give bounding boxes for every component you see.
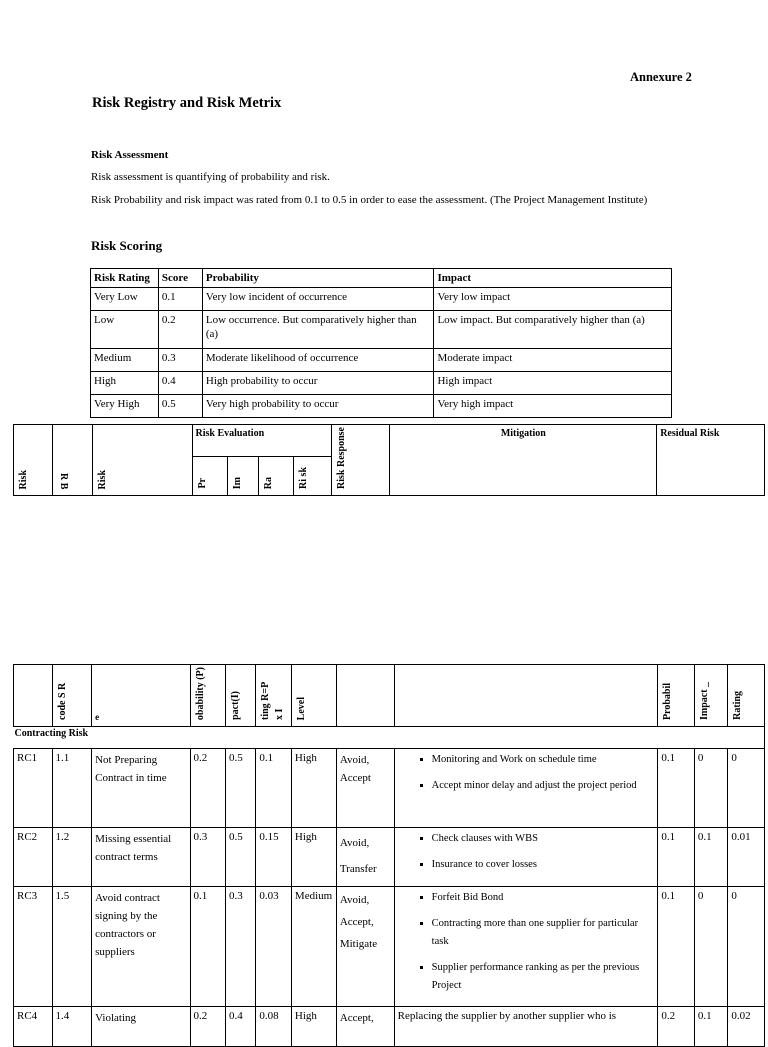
col-risk-level <box>294 457 332 496</box>
risk-mitigation <box>394 828 658 887</box>
col-ra-label: Ra <box>263 476 275 489</box>
col-response <box>336 665 394 727</box>
col-mitigation <box>394 665 658 727</box>
cell: Very low incident of occurrence <box>202 288 434 311</box>
col-impact <box>226 665 256 727</box>
col-risk-desc <box>92 425 192 496</box>
risk-description: Violating <box>92 1007 190 1047</box>
risk-level: High <box>291 749 336 828</box>
col-im-label: Im <box>232 476 244 489</box>
risk-rating: 0.03 <box>256 887 292 1007</box>
risk-level: High <box>291 1007 336 1047</box>
cell: High probability to occur <box>202 372 434 395</box>
risk-impact: 0.5 <box>226 749 256 828</box>
cell: Very High <box>91 395 159 418</box>
assessment-line-2: Risk Probability and risk impact was rated from 0.1 to 0.5 in order to ease the assessment. (The Project Management Institute) <box>91 194 648 206</box>
risk-id: RC4 <box>14 1007 53 1047</box>
col-pr <box>192 457 228 496</box>
col-im <box>228 457 259 496</box>
risk-id: RC3 <box>14 887 53 1007</box>
residual-impact: 0.1 <box>694 828 727 887</box>
col-ra <box>259 457 294 496</box>
mitigation-item: ▪ Check clauses with WBS <box>432 830 655 848</box>
cell: Very high probability to occur <box>202 395 434 418</box>
col-risk-desc <box>92 665 190 727</box>
cell: Moderate likelihood of occurrence <box>202 349 434 372</box>
mitigation-item: ▪ Supplier performance ranking as per the previous Project <box>432 959 655 995</box>
col-blank <box>14 665 53 727</box>
table-row <box>14 749 765 828</box>
risk-level: Medium <box>291 887 336 1007</box>
cell: Low impact. But comparatively higher than (a) <box>434 311 672 349</box>
mitigation-item: ▪ Contracting more than one supplier for particular task <box>432 915 655 951</box>
table-header-row <box>91 269 672 288</box>
cell: 0.5 <box>158 395 202 418</box>
risk-impact: 0.4 <box>226 1007 256 1047</box>
risk-response: Avoid, Transfer <box>336 828 394 887</box>
col-residual-risk: Residual Risk <box>657 425 765 496</box>
table-row <box>91 372 672 395</box>
risk-mitigation <box>394 749 658 828</box>
col-residual-rating-label: Rating <box>732 691 744 721</box>
residual-probability: 0.1 <box>658 887 695 1007</box>
col-risk-label: Risk <box>18 469 29 489</box>
risk-scoring-table <box>90 268 672 418</box>
cell: Moderate impact <box>434 349 672 372</box>
table-row <box>14 887 765 1007</box>
section-row <box>14 727 765 749</box>
page-title: Risk Registry and Risk Metrix <box>92 95 282 111</box>
col-residual-probability <box>658 665 695 727</box>
risk-rating: 0.15 <box>256 828 292 887</box>
assessment-heading: Risk Assessment <box>91 149 169 161</box>
header-score: Score <box>158 269 202 288</box>
cell: 0.2 <box>158 311 202 349</box>
col-rb <box>52 425 92 496</box>
risk-id: RC2 <box>14 828 53 887</box>
register-header-table <box>13 424 765 496</box>
risk-rating: 0.08 <box>256 1007 292 1047</box>
risk-response: Accept, <box>336 1007 394 1047</box>
annexure-label: Annexure 2 <box>630 70 692 84</box>
col-probability <box>190 665 226 727</box>
col-risk-level-label: Ri sk <box>298 467 310 489</box>
col-risk-desc-label: Risk <box>96 469 108 489</box>
col-impact-label: pact(I) <box>230 691 241 721</box>
col-code <box>52 665 92 727</box>
risk-sr: 1.5 <box>52 887 92 1007</box>
col-e-label: e <box>95 712 100 723</box>
risk-rating: 0.1 <box>256 749 292 828</box>
residual-rating: 0.02 <box>728 1007 765 1047</box>
col-response <box>332 425 390 496</box>
risk-sr: 1.1 <box>52 749 92 828</box>
residual-rating: 0.01 <box>728 828 765 887</box>
col-residual-impact-label: Impact _ <box>698 682 710 721</box>
table-row <box>91 311 672 349</box>
cell: High <box>91 372 159 395</box>
col-residual-probability-label: Probabil <box>662 683 674 721</box>
residual-probability: 0.1 <box>658 749 695 828</box>
col-residual-impact <box>694 665 727 727</box>
risk-impact: 0.3 <box>226 887 256 1007</box>
mitigation-item: ▪ Accept minor delay and adjust the project period <box>432 777 655 795</box>
risk-probability: 0.2 <box>190 749 226 828</box>
risk-register-table <box>13 664 765 1047</box>
col-pr-label: Pr <box>196 478 208 489</box>
col-level <box>291 665 336 727</box>
risk-description: Avoid contract signing by the contractors or suppliers <box>92 887 190 1007</box>
col-rating <box>256 665 292 727</box>
residual-probability: 0.2 <box>658 1007 695 1047</box>
mitigation-item: ▪ Insurance to cover losses <box>432 856 655 874</box>
cell: Very low impact <box>434 288 672 311</box>
cell: Low <box>91 311 159 349</box>
residual-impact: 0 <box>694 887 727 1007</box>
col-level-label: Level <box>295 696 307 721</box>
col-mitigation: Mitigation <box>390 425 657 496</box>
risk-probability: 0.1 <box>190 887 226 1007</box>
residual-impact: 0.1 <box>694 1007 727 1047</box>
col-code-label: code S R <box>56 682 68 721</box>
residual-probability: 0.1 <box>658 828 695 887</box>
mitigation-item: ▪ Forfeit Bid Bond <box>432 889 655 907</box>
cell: 0.4 <box>158 372 202 395</box>
table-row <box>91 395 672 418</box>
cell: High impact <box>434 372 672 395</box>
risk-response: Avoid, Accept, Mitigate <box>336 887 394 1007</box>
risk-probability: 0.2 <box>190 1007 226 1047</box>
risk-level: High <box>291 828 336 887</box>
risk-impact: 0.5 <box>226 828 256 887</box>
section-contracting-risk: Contracting Risk <box>14 727 765 749</box>
col-response-label: Risk Response <box>336 427 347 489</box>
risk-sr: 1.2 <box>52 828 92 887</box>
table-row <box>91 288 672 311</box>
table-header-row <box>14 665 765 727</box>
risk-mitigation <box>394 887 658 1007</box>
cell: Medium <box>91 349 159 372</box>
risk-description: Not Preparing Contract in time <box>92 749 190 828</box>
risk-id: RC1 <box>14 749 53 828</box>
residual-impact: 0 <box>694 749 727 828</box>
cell: 0.3 <box>158 349 202 372</box>
cell: Very high impact <box>434 395 672 418</box>
col-residual-rating <box>728 665 765 727</box>
risk-description: Missing essential contract terms <box>92 828 190 887</box>
risk-mitigation: Replacing the supplier by another supplier who is <box>394 1007 658 1047</box>
cell: 0.1 <box>158 288 202 311</box>
col-rating-label: ting R=P x I <box>260 682 286 721</box>
col-risk <box>14 425 53 496</box>
mitigation-item: ▪ Monitoring and Work on schedule time <box>432 751 655 769</box>
header-probability: Probability <box>202 269 434 288</box>
header-risk-rating: Risk Rating <box>91 269 159 288</box>
risk-response: Avoid, Accept <box>336 749 394 828</box>
table-row <box>14 1007 765 1047</box>
risk-probability: 0.3 <box>190 828 226 887</box>
cell: Low occurrence. But comparatively higher than (a) <box>202 311 434 349</box>
risk-sr: 1.4 <box>52 1007 92 1047</box>
residual-rating: 0 <box>728 749 765 828</box>
residual-rating: 0 <box>728 887 765 1007</box>
col-rb-label: R B <box>57 472 69 489</box>
cell: Very Low <box>91 288 159 311</box>
table-row <box>91 349 672 372</box>
assessment-line-1: Risk assessment is quantifying of probability and risk. <box>91 171 330 183</box>
col-probability-label: obability (P) <box>194 667 206 721</box>
scoring-heading: Risk Scoring <box>91 238 163 253</box>
table-row <box>14 828 765 887</box>
header-impact: Impact <box>434 269 672 288</box>
col-risk-evaluation: Risk Evaluation <box>192 425 332 457</box>
